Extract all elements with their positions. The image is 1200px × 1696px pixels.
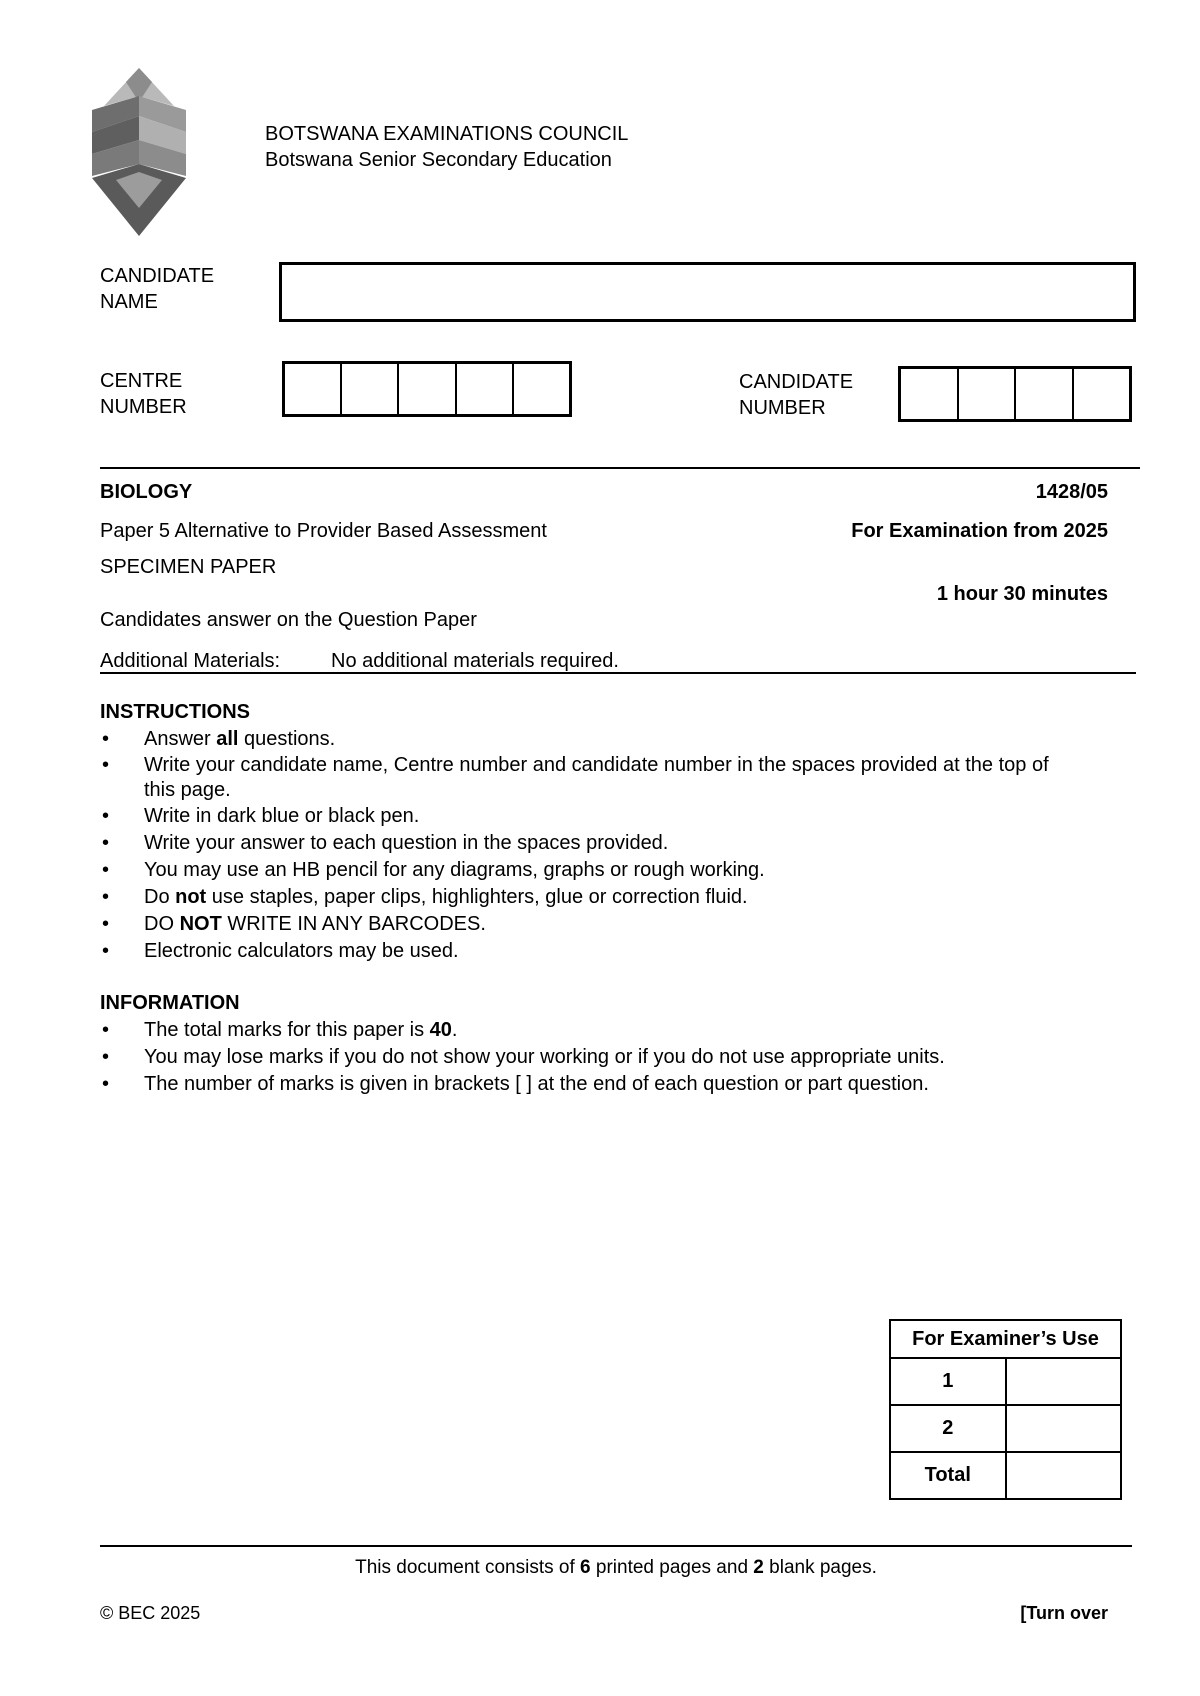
information-list xyxy=(100,1017,1100,1098)
examiner-mark-cell[interactable] xyxy=(1006,1358,1122,1405)
centre-number-box[interactable] xyxy=(457,364,514,414)
paper-title: Paper 5 Alternative to Provider Based Assessment xyxy=(100,520,547,542)
list-item: • You may use an HB pencil for any diagrams, graphs or rough working. xyxy=(100,857,1100,884)
list-item: • Write in dark blue or black pen. xyxy=(100,803,1100,830)
centre-number-box[interactable] xyxy=(399,364,456,414)
examiner-mark-cell[interactable] xyxy=(1006,1452,1122,1499)
list-item: • The number of marks is given in brackets [ ] at the end of each question or part question. xyxy=(100,1071,1100,1098)
divider-top xyxy=(100,467,1140,469)
centre-number-box[interactable] xyxy=(514,364,569,414)
centre-number-box[interactable] xyxy=(285,364,342,414)
list-item: • Do not use staples, paper clips, highlighters, glue or correction fluid. xyxy=(100,884,1100,911)
list-item: • DO NOT WRITE IN ANY BARCODES. xyxy=(100,911,1100,938)
materials-label: Additional Materials: xyxy=(100,650,281,672)
council-header xyxy=(265,121,628,173)
list-item: • Write your candidate name, Centre number and candidate number in the spaces provided at the top of this page. xyxy=(100,753,1100,803)
candidate-number-label xyxy=(739,369,853,421)
centre-number-label-line2: NUMBER xyxy=(100,396,187,418)
candidate-name-field[interactable] xyxy=(279,262,1136,322)
examiner-mark-cell[interactable] xyxy=(1006,1405,1122,1452)
examiner-use-heading: For Examiner’s Use xyxy=(890,1320,1121,1358)
instructions-section xyxy=(100,699,1100,965)
turn-over-note: [Turn over xyxy=(1020,1603,1108,1623)
examiner-use-table xyxy=(889,1319,1122,1500)
candidate-number-box[interactable] xyxy=(901,369,959,419)
candidate-number-label-line2: NUMBER xyxy=(739,397,826,419)
exam-from: For Examination from 2025 xyxy=(851,520,1108,542)
candidate-number-box[interactable] xyxy=(959,369,1017,419)
page-count-note: This document consists of 6 printed pages and 2 blank pages. xyxy=(355,1557,877,1578)
centre-number-label xyxy=(100,368,187,420)
candidate-number-box[interactable] xyxy=(1016,369,1074,419)
examiner-row-label: Total xyxy=(890,1452,1006,1499)
instructions-heading: INSTRUCTIONS xyxy=(100,701,250,723)
examiner-row-label: 2 xyxy=(890,1405,1006,1452)
candidate-number-box[interactable] xyxy=(1074,369,1130,419)
paper-code: 1428/05 xyxy=(1035,481,1108,503)
list-item: • Electronic calculators may be used. xyxy=(100,938,1100,965)
candidate-number-label-line1: CANDIDATE xyxy=(739,371,854,393)
examiner-row-label: 1 xyxy=(890,1358,1006,1405)
information-section xyxy=(100,990,1100,1098)
programme-name: Botswana Senior Secondary Education xyxy=(265,149,612,171)
centre-number-field[interactable] xyxy=(282,361,572,417)
candidate-name-label-line2: NAME xyxy=(100,291,158,313)
list-item: • The total marks for this paper is 40. xyxy=(100,1017,1100,1044)
list-item: • Answer all questions. xyxy=(100,726,1100,753)
copyright-notice: © BEC 2025 xyxy=(100,1603,201,1623)
answer-instruction: Candidates answer on the Question Paper xyxy=(100,609,477,631)
information-heading: INFORMATION xyxy=(100,992,240,1014)
divider-middle xyxy=(100,672,1136,674)
subject-title: BIOLOGY xyxy=(100,481,193,503)
centre-number-label-line1: CENTRE xyxy=(100,370,183,392)
candidate-number-field[interactable] xyxy=(898,366,1132,422)
bec-logo-icon xyxy=(86,68,192,236)
materials-value: No additional materials required. xyxy=(331,650,619,672)
instructions-list xyxy=(100,726,1100,965)
list-item: • Write your answer to each question in the spaces provided. xyxy=(100,830,1100,857)
paper-type: SPECIMEN PAPER xyxy=(100,556,277,578)
paper-duration: 1 hour 30 minutes xyxy=(936,583,1108,605)
candidate-name-label-line1: CANDIDATE xyxy=(100,265,215,287)
council-name: BOTSWANA EXAMINATIONS COUNCIL xyxy=(265,123,629,145)
list-item: • You may lose marks if you do not show your working or if you do not use appropriate units. xyxy=(100,1044,1100,1071)
divider-footer xyxy=(100,1545,1132,1547)
candidate-name-label xyxy=(100,263,214,315)
centre-number-box[interactable] xyxy=(342,364,399,414)
